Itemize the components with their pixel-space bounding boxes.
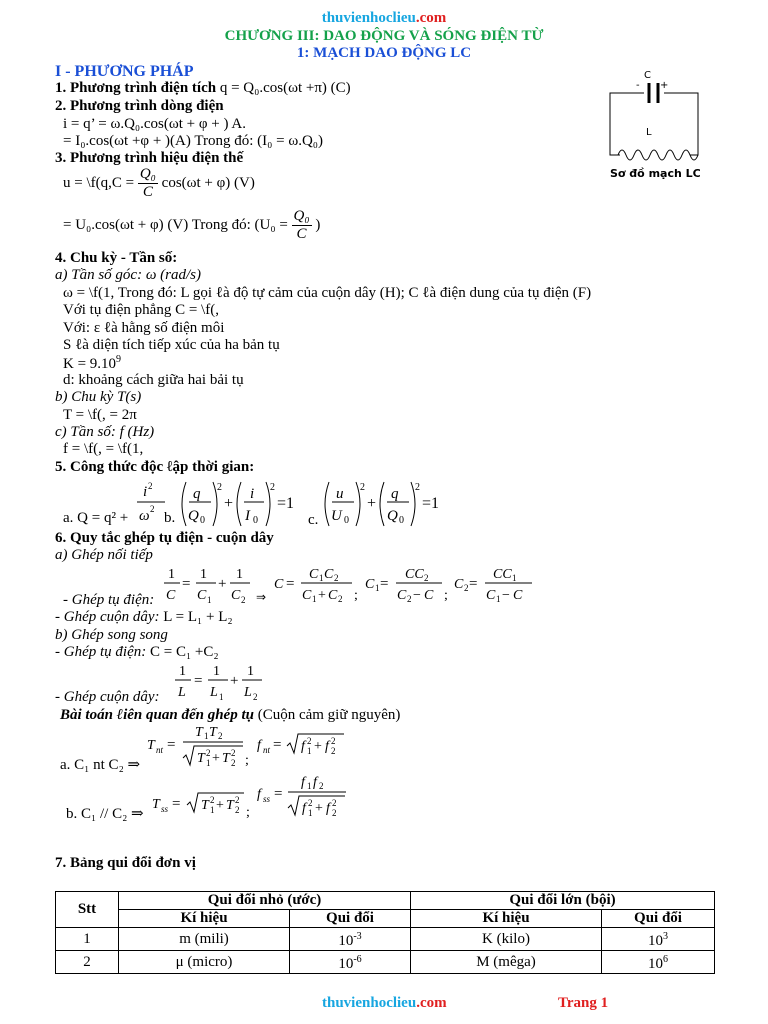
svg-text:2: 2 <box>206 748 211 758</box>
svg-text:+: + <box>314 739 322 754</box>
svg-text:2: 2 <box>218 731 223 741</box>
svg-text:1: 1 <box>206 758 211 768</box>
svg-text:T: T <box>209 725 217 740</box>
svg-text:2: 2 <box>308 798 313 808</box>
svg-text:2: 2 <box>464 583 469 593</box>
svg-text:f: f <box>257 738 261 753</box>
svg-text:+: + <box>216 798 224 813</box>
svg-text:=: = <box>380 576 389 592</box>
table-row: 2 μ (micro) $10^{-6}$ M (mêga) $10^6$ <box>56 951 715 974</box>
svg-text:2: 2 <box>150 504 155 514</box>
svg-text:I: I <box>245 508 250 524</box>
formula-series-period-frequency <box>145 722 355 772</box>
svg-text:;: ; <box>354 588 358 603</box>
svg-text:+: + <box>318 588 326 603</box>
section-4a-line-5: $K = 9.10^9$ <box>63 354 122 372</box>
section-4a-line-3: Với: ε ℓà hằng số điện môi <box>63 320 225 336</box>
svg-text:ss: ss <box>161 804 169 814</box>
svg-text:T: T <box>152 797 160 812</box>
svg-text:CC: CC <box>493 567 512 582</box>
series-coil-line: - Ghép cuộn dây: L = L₁ + L₂ <box>55 609 233 625</box>
svg-text:2: 2 <box>231 758 236 768</box>
svg-text:2: 2 <box>319 781 324 791</box>
svg-text:=: = <box>182 576 191 592</box>
svg-text:T: T <box>197 751 205 766</box>
section-5-title: 5. Công thức độc ℓập thời gian: <box>55 459 255 475</box>
svg-text:0: 0 <box>253 515 258 526</box>
svg-text:L: L <box>178 685 186 700</box>
svg-text:+: + <box>212 751 220 766</box>
header-large-group: Qui đổi lớn (bội) <box>411 892 715 910</box>
section-6a: a) Ghép nối tiếp <box>55 547 153 563</box>
svg-text:⇒: ⇒ <box>256 590 267 604</box>
svg-text:C: C <box>166 588 176 603</box>
svg-text:=1: =1 <box>422 495 440 512</box>
svg-text:1: 1 <box>204 731 209 741</box>
svg-text:;: ; <box>444 588 448 603</box>
svg-text:2: 2 <box>253 692 258 702</box>
method-heading: I - PHƯƠNG PHÁP <box>55 63 194 80</box>
svg-text:2: 2 <box>407 594 412 604</box>
svg-text:2: 2 <box>235 795 240 805</box>
fraction-q0-over-c-2: $\frac{\text{Q₀}}{C}$ <box>293 208 310 242</box>
svg-text:ss: ss <box>263 794 271 804</box>
svg-text:U: U <box>331 508 342 524</box>
svg-text:2: 2 <box>217 482 222 493</box>
series-capacitor-label: - Ghép tụ điện: <box>63 592 155 608</box>
svg-text:T: T <box>195 725 203 740</box>
svg-text:−: − <box>502 588 510 603</box>
svg-text:C: C <box>328 588 338 603</box>
svg-text:C: C <box>424 588 434 603</box>
svg-text:0: 0 <box>200 515 205 526</box>
svg-text:CC: CC <box>405 567 424 582</box>
section-4b: b) Chu kỳ T(s) <box>55 389 142 405</box>
svg-text:1: 1 <box>179 664 186 679</box>
svg-text:f: f <box>313 775 317 790</box>
svg-text:f: f <box>301 739 305 754</box>
svg-text:T: T <box>147 738 155 753</box>
footer-site: thuvienhoclieu.com <box>322 995 447 1011</box>
header-stt: Stt <box>56 892 119 928</box>
formula-parallel-coils <box>172 660 267 702</box>
svg-text:2: 2 <box>334 573 339 583</box>
svg-text:q: q <box>193 486 201 502</box>
svg-text:f: f <box>302 801 306 816</box>
section-4b-line-1: T = \f(, = 2π <box>63 407 137 423</box>
svg-text:1: 1 <box>512 573 517 583</box>
section-4a-line-6: d: khoảng cách giữa hai bải tụ <box>63 372 244 388</box>
section-1: 1. Phương trình điện tích q = Q₀.cos(ωt +π) (C) <box>55 80 351 96</box>
site-header: thuvienhoclieu.com <box>321 10 447 26</box>
svg-text:1: 1 <box>496 594 501 604</box>
svg-text:L: L <box>244 685 252 700</box>
svg-text:f: f <box>326 801 330 816</box>
problem-title-line: Bài toán ℓiên quan đến ghép tụ (Cuộn cảm giữ nguyên) <box>60 707 401 723</box>
svg-text:2: 2 <box>415 482 420 493</box>
svg-text:C: C <box>397 588 407 603</box>
inductor-label: L <box>646 127 652 138</box>
svg-text:C: C <box>302 588 312 603</box>
formula-c <box>321 480 451 528</box>
svg-text:C: C <box>365 577 375 592</box>
svg-text:T: T <box>222 751 230 766</box>
formula-series-capacitors <box>160 563 540 607</box>
svg-text:C: C <box>309 567 319 582</box>
section-4a-line-2: Với tụ điện phẳng C = \f(, <box>63 302 219 318</box>
svg-text:=: = <box>469 576 478 592</box>
svg-text:0: 0 <box>399 515 404 526</box>
svg-text:;: ; <box>246 805 250 820</box>
svg-text:+: + <box>315 801 323 816</box>
svg-text:1: 1 <box>219 692 224 702</box>
svg-text:L: L <box>210 685 218 700</box>
svg-text:−: − <box>413 588 421 603</box>
svg-text:1: 1 <box>307 781 312 791</box>
svg-text:1: 1 <box>213 664 220 679</box>
svg-text:1: 1 <box>210 805 215 815</box>
svg-text:C: C <box>197 588 207 603</box>
header-small-group: Qui đổi nhỏ (ước) <box>119 892 411 910</box>
svg-text:2: 2 <box>148 481 153 491</box>
svg-text:2: 2 <box>241 595 246 605</box>
diagram-caption: Sơ đồ mạch LC <box>610 167 701 180</box>
svg-text:+: + <box>230 673 239 689</box>
lc-circuit-diagram <box>600 70 710 185</box>
svg-text:q: q <box>391 486 399 502</box>
chapter-title: CHƯƠNG III: DAO ĐỘNG VÀ SÓNG ĐIỆN TỪ <box>224 28 544 44</box>
plus-label: + <box>660 80 669 91</box>
svg-text:u: u <box>336 486 344 502</box>
svg-text:2: 2 <box>210 795 215 805</box>
svg-text:2: 2 <box>424 573 429 583</box>
svg-text:=1: =1 <box>277 495 295 512</box>
svg-text:1: 1 <box>307 746 312 756</box>
svg-text:2: 2 <box>270 482 275 493</box>
unit-conversion-table <box>55 891 715 974</box>
svg-text:2: 2 <box>360 482 365 493</box>
svg-text:=: = <box>274 786 283 802</box>
svg-text:C: C <box>274 577 284 592</box>
svg-text:C: C <box>231 588 241 603</box>
section-3-line-2: = U₀.cos(ωt + φ) (V) Trong đó: (U₀ = $\frac{\text{Q₀}}{C}$ ) <box>63 208 321 242</box>
svg-text:2: 2 <box>307 736 312 746</box>
section-4c-line-1: f = \f(, = \f(1, <box>63 441 144 457</box>
svg-text:=: = <box>167 737 176 753</box>
svg-text:=: = <box>172 796 181 812</box>
svg-text:;: ; <box>245 753 249 768</box>
fraction-q0-over-c: $\frac{\text{Q₀}}{C}$ <box>139 166 156 200</box>
header-small-symbol: Kí hiệu <box>119 910 290 928</box>
svg-text:+: + <box>367 495 377 512</box>
section-2-title: 2. Phương trình dòng điện <box>55 98 224 114</box>
svg-text:1: 1 <box>308 808 313 818</box>
svg-text:i: i <box>250 486 255 502</box>
formula-parallel-period-frequency <box>150 772 360 822</box>
header-large-conversion: Qui đổi <box>602 910 715 928</box>
svg-text:1: 1 <box>312 594 317 604</box>
svg-text:2: 2 <box>235 805 240 815</box>
svg-text:C: C <box>513 588 523 603</box>
minus-label: - <box>636 80 640 91</box>
section-4a-line-1: ω = \f(1, Trong đó: L gọi ℓà độ tự cảm của cuộn dây (H); C ℓà điện dung của tụ điện (F) <box>63 285 592 301</box>
svg-text:1: 1 <box>207 595 212 605</box>
svg-text:f: f <box>301 775 305 790</box>
page-number: Trang 1 <box>558 995 609 1011</box>
svg-text:=: = <box>273 737 282 753</box>
section-4c: c) Tần số: f (Hz) <box>55 424 155 440</box>
section-title: 1: MẠCH DAO ĐỘNG LC <box>296 45 472 61</box>
svg-text:+: + <box>218 576 227 592</box>
svg-text:2: 2 <box>331 736 336 746</box>
section-6-title: 6. Quy tắc ghép tụ điện - cuộn dây <box>55 530 274 546</box>
table-row: 1 m (mili) $10^{-3}$ K (kilo) $10^3$ <box>56 928 715 951</box>
svg-text:2: 2 <box>331 746 336 756</box>
section-2-line-1: i = q’ = ω.Q₀.cos(ωt + φ + ) A. <box>63 116 247 132</box>
svg-text:nt: nt <box>263 745 271 755</box>
header-large-symbol: Kí hiệu <box>411 910 602 928</box>
svg-text:C: C <box>324 567 334 582</box>
svg-text:T: T <box>226 798 234 813</box>
svg-text:2: 2 <box>338 594 343 604</box>
svg-text:=: = <box>194 673 203 689</box>
svg-text:1: 1 <box>375 583 380 593</box>
section-4a: a) Tần số góc: ω (rad/s) <box>55 267 202 283</box>
svg-text:=: = <box>286 576 295 592</box>
svg-text:+: + <box>224 495 234 512</box>
formula-b <box>178 480 303 528</box>
svg-text:1: 1 <box>200 567 207 582</box>
section-3-line-1: u = \f(q,C = $\frac{\text{Q₀}}{C}$ cos(ωt + φ) (V) <box>63 166 255 200</box>
section-3-title: 3. Phương trình hiệu điện thế <box>55 150 244 166</box>
svg-text:1: 1 <box>236 567 243 582</box>
svg-text:Q: Q <box>387 508 398 524</box>
svg-text:f: f <box>325 739 329 754</box>
svg-text:1: 1 <box>168 567 175 582</box>
section-4a-line-4: S ℓà diện tích tiếp xúc của ha bản tụ <box>63 337 280 353</box>
section-6b: b) Ghép song song <box>55 627 168 643</box>
svg-text:i: i <box>143 484 148 500</box>
capacitor-label: C <box>644 70 651 81</box>
parallel-coil-label: - Ghép cuộn dây: <box>55 689 160 705</box>
svg-text:ω: ω <box>139 508 150 524</box>
parallel-capacitor-line: - Ghép tụ điện: C = C₁ +C₂ <box>55 644 219 660</box>
svg-text:1: 1 <box>247 664 254 679</box>
svg-text:1: 1 <box>319 573 324 583</box>
svg-text:2: 2 <box>231 748 236 758</box>
svg-text:f: f <box>257 787 261 802</box>
section-4-title: 4. Chu kỳ - Tần số: <box>55 250 178 266</box>
svg-text:C: C <box>486 588 496 603</box>
svg-text:2: 2 <box>332 808 337 818</box>
svg-text:C: C <box>454 577 464 592</box>
svg-text:nt: nt <box>156 745 164 755</box>
section-7-title: 7. Bảng qui đổi đơn vị <box>55 855 196 871</box>
header-small-conversion: Qui đổi <box>290 910 411 928</box>
problem-b-label: b. C₁ // C₂ ⇒ <box>66 806 144 822</box>
svg-text:2: 2 <box>332 798 337 808</box>
svg-text:0: 0 <box>344 515 349 526</box>
problem-a-label: a. C₁ nt C₂ ⇒ <box>60 757 141 773</box>
section-2-line-2: = I₀.cos(ωt +φ + )(A) Trong đó: (I₀ = ω.Q₀) <box>63 133 323 149</box>
svg-text:T: T <box>201 798 209 813</box>
svg-text:Q: Q <box>188 508 199 524</box>
